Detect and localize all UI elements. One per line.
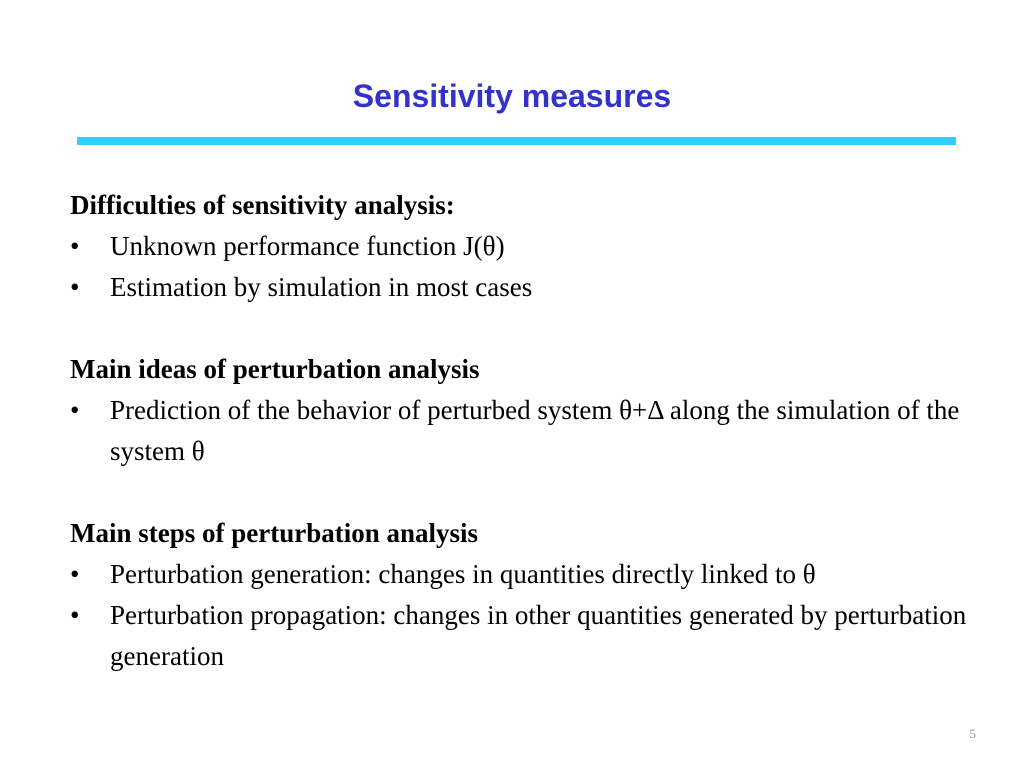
- list-item: [70, 226, 970, 267]
- bullet-list: [70, 390, 970, 472]
- section-main-steps: [70, 513, 970, 677]
- bullet-icon: •: [70, 559, 80, 589]
- bullet-icon: •: [70, 272, 80, 302]
- bullet-list: [70, 226, 970, 308]
- section-heading: Main ideas of perturbation analysis: [70, 354, 480, 384]
- list-item-text: Estimation by simulation in most cases: [110, 272, 533, 302]
- bullet-icon: •: [70, 600, 80, 630]
- section-heading: Main steps of perturbation analysis: [70, 518, 479, 548]
- list-item: [70, 267, 970, 308]
- list-item-text: Perturbation generation: changes in quantities directly linked to θ: [110, 559, 816, 589]
- page-number: 5: [969, 726, 976, 741]
- slide-title: Sensitivity measures: [352, 78, 672, 114]
- title-underline: [77, 137, 956, 145]
- bullet-icon: •: [70, 395, 80, 425]
- section-main-ideas: [70, 349, 970, 472]
- section-difficulties: [70, 185, 970, 308]
- list-item-text: Prediction of the behavior of perturbed system θ+Δ along the simulation of the system θ: [110, 395, 960, 466]
- list-item: [70, 390, 970, 472]
- slide-content: [70, 185, 970, 677]
- list-item: [70, 554, 970, 595]
- bullet-icon: •: [70, 231, 80, 261]
- list-item-text: Unknown performance function J(θ): [110, 231, 505, 261]
- bullet-list: [70, 554, 970, 677]
- section-heading: Difficulties of sensitivity analysis:: [70, 190, 455, 220]
- list-item-text: Perturbation propagation: changes in other quantities generated by perturbation generation: [110, 600, 967, 671]
- list-item: [70, 595, 970, 677]
